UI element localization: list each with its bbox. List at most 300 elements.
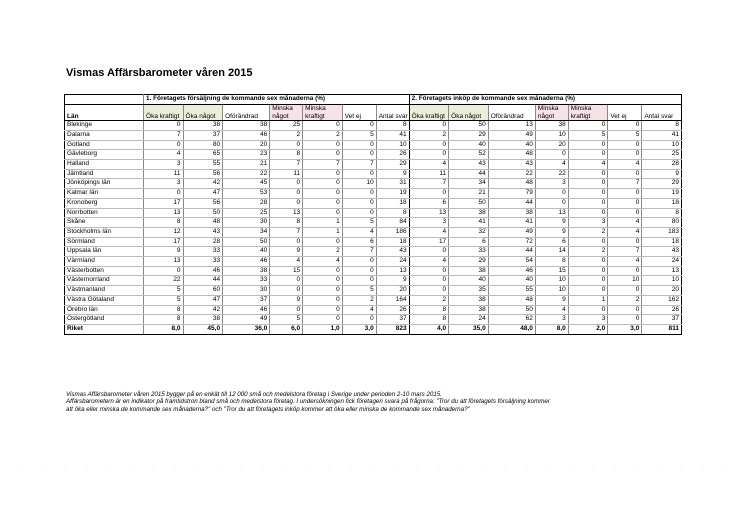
lan-cell: Norrbotten [65, 208, 144, 218]
purchase-value-cell: 43 [488, 160, 535, 170]
purchase-value-cell: 37 [642, 315, 682, 325]
purchase-value-cell: 41 [449, 218, 489, 228]
sales-value-cell: 8 [376, 208, 409, 218]
sales-value-cell: 0 [270, 140, 303, 150]
table-row [65, 315, 682, 325]
sales-value-cell: 8 [144, 305, 184, 315]
col-antal-svar-2: Antal svar [642, 105, 682, 121]
sales-value-cell: 8 [144, 218, 184, 228]
purchase-value-cell: 6 [409, 198, 449, 208]
purchase-value-cell: 2 [608, 295, 642, 305]
sales-value-cell: 12 [144, 227, 184, 237]
purchase-value-cell: 4 [608, 218, 642, 228]
purchase-value-cell: 10 [535, 130, 568, 140]
sales-value-cell: 26 [376, 150, 409, 160]
footnote-line: Affärsbarometern är en indikator på framtidstron bland små och medelstora företag. I undersökningen fick företagen svara på frågorna: "Tror du att företagets försäljning kommer [66, 398, 550, 406]
sales-value-cell: 33 [183, 257, 223, 267]
purchase-value-cell: 72 [488, 237, 535, 247]
lan-cell: Örebro län [65, 305, 144, 315]
purchase-value-cell: 0 [608, 315, 642, 325]
sales-value-cell: 9 [376, 276, 409, 286]
sales-value-cell: 44 [183, 276, 223, 286]
purchase-value-cell: 38 [449, 266, 489, 276]
col-minska-kraftigt-2: Minska kraftigt [568, 105, 608, 121]
purchase-value-cell: 10 [608, 276, 642, 286]
purchase-value-cell: 49 [488, 130, 535, 140]
purchase-value-cell: 50 [488, 305, 535, 315]
purchase-value-cell: 46 [488, 266, 535, 276]
purchase-value-cell: 8 [409, 305, 449, 315]
sales-value-cell: 0 [270, 179, 303, 189]
table-row [65, 189, 682, 199]
sales-value-cell: 80 [183, 140, 223, 150]
sales-value-cell: 7 [144, 130, 184, 140]
sales-value-cell: 36,0 [223, 324, 270, 334]
purchase-value-cell: 24 [642, 257, 682, 267]
lan-cell: Sörmland [65, 237, 144, 247]
purchase-value-cell: 10 [535, 276, 568, 286]
purchase-value-cell: 44 [488, 198, 535, 208]
sales-value-cell: 47 [183, 189, 223, 199]
sales-value-cell: 0 [303, 315, 343, 325]
purchase-value-cell: 38 [449, 305, 489, 315]
sales-value-cell: 4 [270, 257, 303, 267]
col-oforandrad-2: Oförändrad [488, 105, 535, 121]
purchase-value-cell: 13 [535, 208, 568, 218]
purchase-value-cell: 13 [642, 266, 682, 276]
lan-cell: Västerbotten [65, 266, 144, 276]
sales-value-cell: 6,0 [270, 324, 303, 334]
sales-value-cell: 34 [223, 227, 270, 237]
purchase-value-cell: 3 [409, 218, 449, 228]
purchase-value-cell: 48 [488, 179, 535, 189]
sales-value-cell: 43 [183, 227, 223, 237]
lan-cell: Jämtland [65, 169, 144, 179]
purchase-value-cell: 4 [608, 160, 642, 170]
purchase-value-cell: 48,0 [488, 324, 535, 334]
sales-value-cell: 9 [144, 247, 184, 257]
purchase-value-cell: 0 [608, 121, 642, 131]
table-row [65, 295, 682, 305]
purchase-value-cell: 10 [535, 286, 568, 296]
lan-cell: Riket [65, 324, 144, 334]
sales-value-cell: 43 [376, 247, 409, 257]
purchase-value-cell: 0 [608, 266, 642, 276]
purchase-value-cell: 0 [568, 286, 608, 296]
purchase-value-cell: 40 [488, 140, 535, 150]
purchase-value-cell: 8 [642, 121, 682, 131]
purchase-value-cell: 50 [449, 121, 489, 131]
sales-value-cell: 41 [376, 130, 409, 140]
sales-value-cell: 9 [270, 247, 303, 257]
table-row [65, 227, 682, 237]
purchase-value-cell: 3 [535, 179, 568, 189]
purchase-value-cell: 0 [409, 189, 449, 199]
purchase-value-cell: 0 [608, 150, 642, 160]
sales-value-cell: 60 [183, 286, 223, 296]
purchase-value-cell: 0 [409, 276, 449, 286]
purchase-value-cell: 22 [488, 169, 535, 179]
col-vet-ej-1: Vet ej [342, 105, 376, 121]
purchase-value-cell: 38 [449, 208, 489, 218]
sales-value-cell: 0 [270, 286, 303, 296]
purchase-value-cell: 26 [642, 305, 682, 315]
purchase-value-cell: 4 [535, 160, 568, 170]
sales-value-cell: 56 [183, 198, 223, 208]
purchase-value-cell: 0 [608, 189, 642, 199]
sales-value-cell: 65 [183, 150, 223, 160]
sales-value-cell: 7 [342, 160, 376, 170]
purchase-value-cell: 40 [488, 276, 535, 286]
table-body [65, 121, 682, 334]
purchase-value-cell: 32 [449, 227, 489, 237]
sales-value-cell: 45 [223, 179, 270, 189]
purchase-value-cell: 0 [608, 140, 642, 150]
sales-value-cell: 1 [303, 218, 343, 228]
sales-value-cell: 0 [303, 189, 343, 199]
purchase-value-cell: 0 [568, 121, 608, 131]
sales-value-cell: 7 [270, 227, 303, 237]
sales-value-cell: 84 [376, 218, 409, 228]
sales-value-cell: 46 [183, 266, 223, 276]
sales-value-cell: 33 [183, 247, 223, 257]
purchase-value-cell: 10 [642, 140, 682, 150]
sales-value-cell: 0 [303, 276, 343, 286]
purchase-value-cell: 50 [449, 198, 489, 208]
sales-value-cell: 24 [376, 257, 409, 267]
sales-value-cell: 50 [223, 237, 270, 247]
purchase-value-cell: 0 [409, 286, 449, 296]
purchase-value-cell: 55 [488, 286, 535, 296]
lan-cell: Skåne [65, 218, 144, 228]
sales-value-cell: 40 [223, 247, 270, 257]
sales-value-cell: 0 [144, 266, 184, 276]
sales-value-cell: 21 [223, 160, 270, 170]
lan-cell: Gävleborg [65, 150, 144, 160]
lan-cell: Blekinge [65, 121, 144, 131]
purchase-value-cell: 0 [608, 305, 642, 315]
sales-value-cell: 8 [144, 315, 184, 325]
purchase-value-cell: 20 [535, 140, 568, 150]
col-oforandrad-1: Oförändrad [223, 105, 270, 121]
sales-value-cell: 25 [223, 208, 270, 218]
sales-value-cell: 0 [342, 169, 376, 179]
sales-value-cell: 0 [303, 266, 343, 276]
lan-cell: Västra Götaland [65, 295, 144, 305]
purchase-value-cell: 35,0 [449, 324, 489, 334]
sales-value-cell: 0 [270, 237, 303, 247]
purchase-value-cell: 29 [449, 257, 489, 267]
sales-value-cell: 823 [376, 324, 409, 334]
purchase-value-cell: 34 [449, 179, 489, 189]
purchase-value-cell: 0 [568, 276, 608, 286]
purchase-value-cell: 2,0 [568, 324, 608, 334]
lan-cell: Kronoberg [65, 198, 144, 208]
sales-value-cell: 0 [342, 208, 376, 218]
sales-value-cell: 0 [342, 189, 376, 199]
purchase-value-cell: 4 [608, 257, 642, 267]
sales-value-cell: 20 [223, 140, 270, 150]
lan-cell: Dalarna [65, 130, 144, 140]
sales-value-cell: 17 [144, 237, 184, 247]
sales-value-cell: 0 [303, 198, 343, 208]
purchase-value-cell: 41 [642, 130, 682, 140]
sales-value-cell: 53 [223, 189, 270, 199]
sales-value-cell: 0 [144, 189, 184, 199]
table-row [65, 237, 682, 247]
sales-value-cell: 37 [223, 295, 270, 305]
sales-value-cell: 31 [376, 179, 409, 189]
purchase-value-cell: 8 [535, 257, 568, 267]
purchase-value-cell: 0 [409, 150, 449, 160]
lan-cell: Östergötland [65, 315, 144, 325]
purchase-value-cell: 38 [449, 295, 489, 305]
purchase-value-cell: 62 [488, 315, 535, 325]
table-row [65, 247, 682, 257]
sales-value-cell: 5 [144, 295, 184, 305]
sales-value-cell: 23 [223, 150, 270, 160]
purchase-value-cell: 43 [642, 247, 682, 257]
lan-cell: Uppsala län [65, 247, 144, 257]
purchase-value-cell: 4 [568, 160, 608, 170]
table-row [65, 140, 682, 150]
purchase-value-cell: 43 [449, 160, 489, 170]
sales-value-cell: 0 [342, 266, 376, 276]
purchase-value-cell: 20 [642, 286, 682, 296]
sales-value-cell: 47 [183, 295, 223, 305]
sales-value-cell: 30 [223, 218, 270, 228]
purchase-value-cell: 13 [409, 208, 449, 218]
purchase-value-cell: 25 [642, 150, 682, 160]
purchase-value-cell: 4 [409, 227, 449, 237]
purchase-value-cell: 8 [409, 315, 449, 325]
sales-value-cell: 48 [183, 218, 223, 228]
table-row [65, 305, 682, 315]
purchase-value-cell: 3 [535, 315, 568, 325]
sales-value-cell: 28 [223, 198, 270, 208]
purchase-value-cell: 6 [449, 237, 489, 247]
sales-value-cell: 49 [223, 315, 270, 325]
sales-value-cell: 0 [303, 140, 343, 150]
sales-value-cell: 2 [342, 295, 376, 305]
sales-value-cell: 42 [183, 179, 223, 189]
purchase-value-cell: 15 [535, 266, 568, 276]
purchase-value-cell: 9 [642, 169, 682, 179]
purchase-value-cell: 48 [488, 150, 535, 160]
sales-value-cell: 28 [183, 237, 223, 247]
table-row [65, 160, 682, 170]
purchase-value-cell: 49 [488, 227, 535, 237]
table-row [65, 257, 682, 267]
purchase-value-cell: 7 [608, 247, 642, 257]
sales-value-cell: 186 [376, 227, 409, 237]
sales-value-cell: 164 [376, 295, 409, 305]
col-oka-nagot-2: Öka något [449, 105, 489, 121]
purchase-value-cell: 4 [535, 305, 568, 315]
sales-value-cell: 0 [303, 121, 343, 131]
purchase-value-cell: 3,0 [608, 324, 642, 334]
sales-value-cell: 37 [183, 130, 223, 140]
section-1-title: 1. Företagets försäljning de kommande sex månaderna (%) [144, 95, 410, 105]
purchase-value-cell: 21 [449, 189, 489, 199]
purchase-value-cell: 11 [409, 169, 449, 179]
page-divider-dots [10, 465, 730, 466]
sales-value-cell: 50 [183, 208, 223, 218]
purchase-value-cell: 0 [535, 150, 568, 160]
lan-cell: Västernorrland [65, 276, 144, 286]
purchase-value-cell: 40 [449, 140, 489, 150]
sales-value-cell: 6 [342, 237, 376, 247]
purchase-value-cell: 4 [608, 227, 642, 237]
sales-value-cell: 0 [270, 276, 303, 286]
sales-value-cell: 0 [342, 315, 376, 325]
purchase-value-cell: 811 [642, 324, 682, 334]
purchase-value-cell: 22 [535, 169, 568, 179]
purchase-value-cell: 0 [535, 198, 568, 208]
purchase-value-cell: 38 [535, 121, 568, 131]
sales-value-cell: 13 [144, 257, 184, 267]
sales-value-cell: 0 [303, 169, 343, 179]
purchase-value-cell: 4,0 [409, 324, 449, 334]
purchase-value-cell: 48 [488, 295, 535, 305]
purchase-value-cell: 0 [568, 169, 608, 179]
sales-value-cell: 38 [183, 315, 223, 325]
lan-cell: Halland [65, 160, 144, 170]
table-row [65, 198, 682, 208]
purchase-value-cell: 183 [642, 227, 682, 237]
sales-value-cell: 22 [223, 169, 270, 179]
sales-value-cell: 13 [270, 208, 303, 218]
table-row [65, 218, 682, 228]
purchase-value-cell: 0 [568, 208, 608, 218]
lan-cell: Kalmar län [65, 189, 144, 199]
sales-value-cell: 7 [303, 160, 343, 170]
sales-value-cell: 37 [376, 315, 409, 325]
lan-cell: Stockholms län [65, 227, 144, 237]
purchase-value-cell: 0 [568, 189, 608, 199]
col-oka-nagot-1: Öka något [183, 105, 223, 121]
purchase-value-cell: 4 [409, 160, 449, 170]
sales-value-cell: 18 [376, 237, 409, 247]
purchase-value-cell: 18 [642, 237, 682, 247]
sales-value-cell: 10 [376, 140, 409, 150]
purchase-value-cell: 4 [409, 257, 449, 267]
sales-value-cell: 18 [376, 198, 409, 208]
sales-value-cell: 17 [144, 198, 184, 208]
lan-cell: Västmanland [65, 286, 144, 296]
purchase-value-cell: 2 [409, 130, 449, 140]
sales-value-cell: 38 [183, 121, 223, 131]
table-row [65, 169, 682, 179]
table-row [65, 266, 682, 276]
purchase-value-cell: 7 [409, 179, 449, 189]
purchase-value-cell: 8 [642, 208, 682, 218]
sales-value-cell: 29 [376, 160, 409, 170]
purchase-value-cell: 2 [568, 227, 608, 237]
sales-value-cell: 3 [144, 160, 184, 170]
sales-value-cell: 0 [303, 179, 343, 189]
sales-value-cell: 0 [303, 237, 343, 247]
purchase-value-cell: 0 [568, 179, 608, 189]
sales-value-cell: 0 [342, 276, 376, 286]
sales-value-cell: 20 [376, 286, 409, 296]
sales-value-cell: 0 [303, 208, 343, 218]
purchase-value-cell: 35 [449, 286, 489, 296]
sales-value-cell: 11 [144, 169, 184, 179]
sales-value-cell: 38 [223, 121, 270, 131]
sales-value-cell: 8 [376, 121, 409, 131]
sales-value-cell: 5 [342, 286, 376, 296]
sales-value-cell: 0 [270, 305, 303, 315]
section-2-title: 2. Företagets inköp de kommande sex månaderna (%) [409, 95, 681, 105]
purchase-value-cell: 0 [568, 257, 608, 267]
column-header-row [65, 105, 682, 121]
purchase-value-cell: 0 [568, 198, 608, 208]
sales-value-cell: 8 [270, 150, 303, 160]
lan-header: Län [65, 105, 144, 121]
sales-value-cell: 45,0 [183, 324, 223, 334]
table-row [65, 179, 682, 189]
purchase-value-cell: 24 [449, 315, 489, 325]
table-row [65, 286, 682, 296]
sales-value-cell: 7 [270, 160, 303, 170]
sales-value-cell: 38 [223, 266, 270, 276]
purchase-value-cell: 29 [642, 179, 682, 189]
sales-value-cell: 9 [270, 295, 303, 305]
purchase-value-cell: 9 [535, 227, 568, 237]
purchase-value-cell: 0 [568, 266, 608, 276]
purchase-value-cell: 5 [568, 130, 608, 140]
sales-value-cell: 10 [342, 179, 376, 189]
group-header-row [65, 95, 682, 105]
purchase-value-cell: 0 [608, 198, 642, 208]
purchase-value-cell: 0 [535, 189, 568, 199]
purchase-value-cell: 41 [488, 218, 535, 228]
table-row [65, 150, 682, 160]
footnote-line: Vismas Affärsbarometer våren 2015 bygger på en enkät till 12 000 små och medelstora företag i Sverige under perioden 2-10 mars 2015. [66, 391, 442, 398]
sales-value-cell: 13 [144, 208, 184, 218]
sales-value-cell: 25 [270, 121, 303, 131]
riket-row [65, 324, 682, 334]
col-minska-kraftigt-1: Minska kraftigt [303, 105, 343, 121]
sales-value-cell: 15 [270, 266, 303, 276]
purchase-value-cell: 5 [608, 130, 642, 140]
sales-value-cell: 5 [144, 286, 184, 296]
sales-value-cell: 0 [303, 286, 343, 296]
sales-value-cell: 4 [342, 305, 376, 315]
purchase-value-cell: 14 [535, 247, 568, 257]
purchase-value-cell: 44 [488, 247, 535, 257]
sales-value-cell: 5 [270, 315, 303, 325]
lan-cell: Värmland [65, 257, 144, 267]
purchase-value-cell: 0 [409, 247, 449, 257]
purchase-value-cell: 0 [568, 305, 608, 315]
purchase-value-cell: 79 [488, 189, 535, 199]
sales-value-cell: 0 [270, 189, 303, 199]
sales-value-cell: 3,0 [342, 324, 376, 334]
sales-value-cell: 33 [223, 276, 270, 286]
sales-value-cell: 4 [303, 257, 343, 267]
sales-value-cell: 0 [342, 140, 376, 150]
sales-value-cell: 0 [342, 121, 376, 131]
lan-cell: Jönköpings län [65, 179, 144, 189]
purchase-value-cell: 52 [449, 150, 489, 160]
sales-value-cell: 3 [144, 179, 184, 189]
purchase-value-cell: 3 [568, 315, 608, 325]
purchase-value-cell: 0 [608, 208, 642, 218]
col-oka-kraftigt-1: Öka kraftigt [144, 105, 184, 121]
purchase-value-cell: 40 [449, 276, 489, 286]
